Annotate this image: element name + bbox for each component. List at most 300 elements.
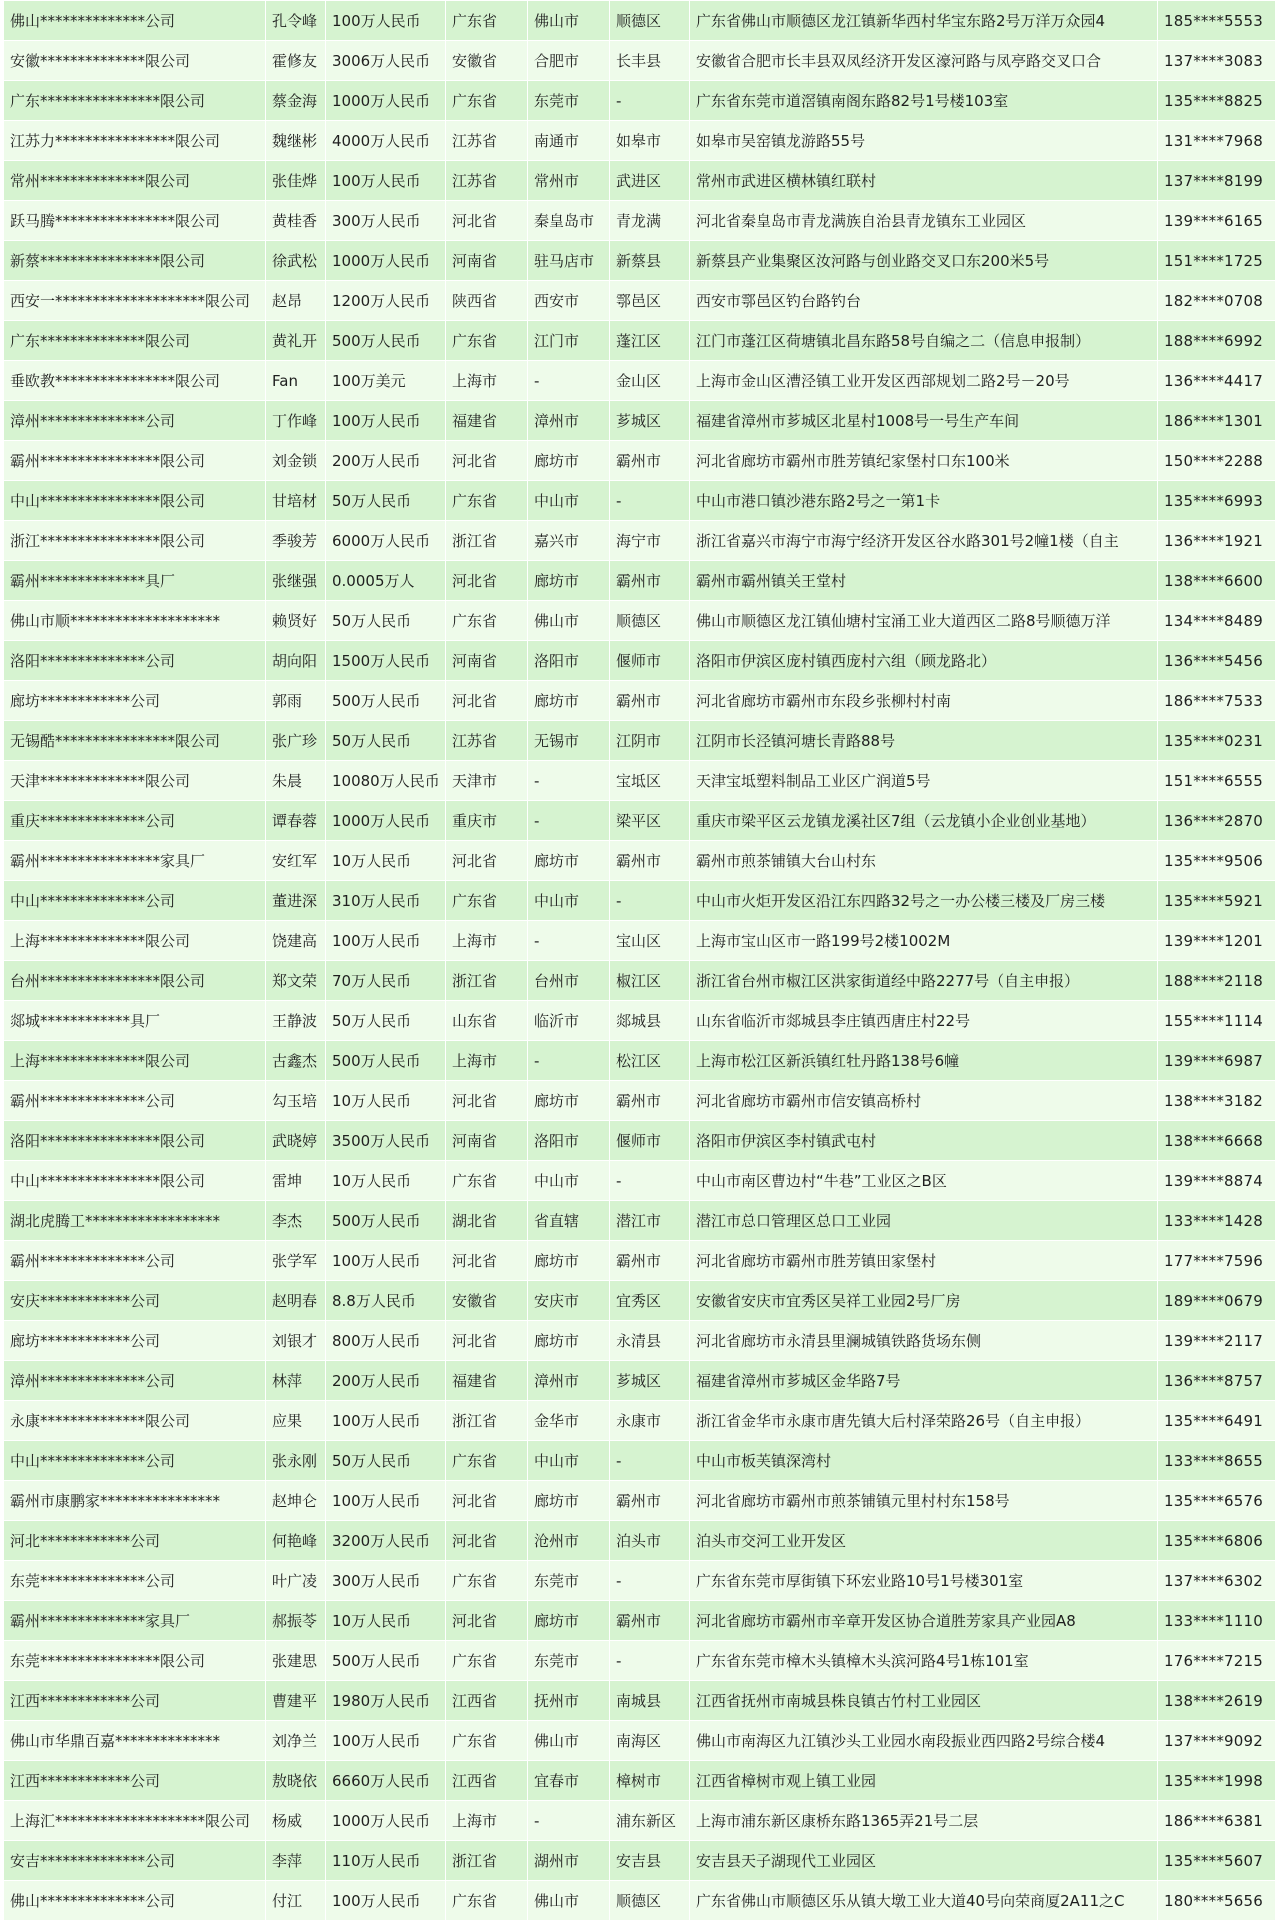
city-cell: 佛山市 — [528, 1881, 610, 1921]
district-cell: 永康市 — [610, 1401, 690, 1441]
capital-cell: 100万人民币 — [326, 1401, 446, 1441]
city-cell: - — [528, 1801, 610, 1841]
district-cell: 霸州市 — [610, 561, 690, 601]
table-row — [4, 681, 1276, 721]
table-row — [4, 1321, 1276, 1361]
legal-person-cell: 武晓婷 — [266, 1121, 326, 1161]
company-cell: 佛山市华鼎百嘉************** — [4, 1721, 266, 1761]
province-cell: 浙江省 — [446, 521, 528, 561]
company-cell: 佛山**************公司 — [4, 1, 266, 41]
address-cell: 安吉县天子湖现代工业园区 — [690, 1841, 1158, 1881]
district-cell: 霸州市 — [610, 1481, 690, 1521]
province-cell: 广东省 — [446, 1881, 528, 1921]
capital-cell: 1980万人民币 — [326, 1681, 446, 1721]
table-row — [4, 1361, 1276, 1401]
district-cell: 松江区 — [610, 1041, 690, 1081]
province-cell: 河南省 — [446, 1121, 528, 1161]
capital-cell: 300万人民币 — [326, 201, 446, 241]
city-cell: 临沂市 — [528, 1001, 610, 1041]
province-cell: 江苏省 — [446, 161, 528, 201]
district-cell: 霸州市 — [610, 1081, 690, 1121]
capital-cell: 70万人民币 — [326, 961, 446, 1001]
capital-cell: 1000万人民币 — [326, 1801, 446, 1841]
city-cell: 抚州市 — [528, 1681, 610, 1721]
company-cell: 霸州****************家具厂 — [4, 841, 266, 881]
district-cell: 蓬江区 — [610, 321, 690, 361]
data-sheet — [3, 0, 1275, 1920]
company-cell: 江苏力****************限公司 — [4, 121, 266, 161]
table-row — [4, 401, 1276, 441]
capital-cell: 500万人民币 — [326, 321, 446, 361]
phone-cell: 135****5607 — [1158, 1841, 1276, 1881]
district-cell: 新蔡县 — [610, 241, 690, 281]
company-cell: 永康**************限公司 — [4, 1401, 266, 1441]
legal-person-cell: 林萍 — [266, 1361, 326, 1401]
district-cell: 泊头市 — [610, 1521, 690, 1561]
table-row — [4, 1401, 1276, 1441]
phone-cell: 133****8655 — [1158, 1441, 1276, 1481]
capital-cell: 500万人民币 — [326, 681, 446, 721]
city-cell: 驻马店市 — [528, 241, 610, 281]
company-cell: 江西************公司 — [4, 1761, 266, 1801]
capital-cell: 200万人民币 — [326, 441, 446, 481]
company-cell: 中山****************限公司 — [4, 481, 266, 521]
capital-cell: 100万人民币 — [326, 1881, 446, 1921]
province-cell: 广东省 — [446, 1, 528, 41]
address-cell: 河北省秦皇岛市青龙满族自治县青龙镇东工业园区 — [690, 201, 1158, 241]
capital-cell: 50万人民币 — [326, 601, 446, 641]
district-cell: 芗城区 — [610, 401, 690, 441]
legal-person-cell: 黄礼开 — [266, 321, 326, 361]
company-cell: 霸州**************公司 — [4, 1081, 266, 1121]
company-cell: 常州**************限公司 — [4, 161, 266, 201]
phone-cell: 139****2117 — [1158, 1321, 1276, 1361]
capital-cell: 100万人民币 — [326, 1241, 446, 1281]
province-cell: 福建省 — [446, 1361, 528, 1401]
legal-person-cell: 谭春蓉 — [266, 801, 326, 841]
city-cell: 中山市 — [528, 1441, 610, 1481]
table-row — [4, 721, 1276, 761]
city-cell: 无锡市 — [528, 721, 610, 761]
phone-cell: 136****1921 — [1158, 521, 1276, 561]
phone-cell: 135****6806 — [1158, 1521, 1276, 1561]
city-cell: - — [528, 361, 610, 401]
province-cell: 河北省 — [446, 1601, 528, 1641]
address-cell: 如皋市吴窑镇龙游路55号 — [690, 121, 1158, 161]
capital-cell: 100万美元 — [326, 361, 446, 401]
table-row — [4, 121, 1276, 161]
phone-cell: 136****8757 — [1158, 1361, 1276, 1401]
district-cell: 如皋市 — [610, 121, 690, 161]
capital-cell: 10万人民币 — [326, 1081, 446, 1121]
province-cell: 广东省 — [446, 1721, 528, 1761]
table-row — [4, 1, 1276, 41]
address-cell: 河北省廊坊市永清县里澜城镇铁路货场东侧 — [690, 1321, 1158, 1361]
capital-cell: 500万人民币 — [326, 1641, 446, 1681]
table-row — [4, 521, 1276, 561]
province-cell: 天津市 — [446, 761, 528, 801]
legal-person-cell: 赵昂 — [266, 281, 326, 321]
company-cell: 西安一********************限公司 — [4, 281, 266, 321]
company-cell: 廊坊************公司 — [4, 1321, 266, 1361]
company-cell: 东莞**************公司 — [4, 1561, 266, 1601]
table-row — [4, 1481, 1276, 1521]
city-cell: 嘉兴市 — [528, 521, 610, 561]
table-row — [4, 1601, 1276, 1641]
city-cell: 合肥市 — [528, 41, 610, 81]
phone-cell: 138****6668 — [1158, 1121, 1276, 1161]
address-cell: 浙江省金华市永康市唐先镇大后村泽荣路26号（自主申报） — [690, 1401, 1158, 1441]
district-cell: 青龙满 — [610, 201, 690, 241]
district-cell: 南城县 — [610, 1681, 690, 1721]
table-row — [4, 1281, 1276, 1321]
address-cell: 河北省廊坊市霸州市煎茶铺镇元里村村东158号 — [690, 1481, 1158, 1521]
phone-cell: 135****6993 — [1158, 481, 1276, 521]
city-cell: 台州市 — [528, 961, 610, 1001]
city-cell: 沧州市 — [528, 1521, 610, 1561]
district-cell: 宝山区 — [610, 921, 690, 961]
table-row — [4, 161, 1276, 201]
province-cell: 上海市 — [446, 921, 528, 961]
phone-cell: 137****6302 — [1158, 1561, 1276, 1601]
address-cell: 洛阳市伊滨区李村镇武屯村 — [690, 1121, 1158, 1161]
legal-person-cell: 徐武松 — [266, 241, 326, 281]
phone-cell: 155****1114 — [1158, 1001, 1276, 1041]
capital-cell: 8.8万人民币 — [326, 1281, 446, 1321]
district-cell: 顺德区 — [610, 601, 690, 641]
address-cell: 新蔡县产业集聚区汝河路与创业路交叉口东200米5号 — [690, 241, 1158, 281]
address-cell: 河北省廊坊市霸州市信安镇高桥村 — [690, 1081, 1158, 1121]
legal-person-cell: 刘净兰 — [266, 1721, 326, 1761]
address-cell: 河北省廊坊市霸州市胜芳镇田家堡村 — [690, 1241, 1158, 1281]
company-cell: 新蔡****************限公司 — [4, 241, 266, 281]
table-row — [4, 1121, 1276, 1161]
city-cell: 宜春市 — [528, 1761, 610, 1801]
province-cell: 江西省 — [446, 1681, 528, 1721]
table-row — [4, 1521, 1276, 1561]
legal-person-cell: 郑文荣 — [266, 961, 326, 1001]
company-cell: 天津**************限公司 — [4, 761, 266, 801]
legal-person-cell: 甘培材 — [266, 481, 326, 521]
phone-cell: 150****2288 — [1158, 441, 1276, 481]
city-cell: 廊坊市 — [528, 1601, 610, 1641]
address-cell: 江西省抚州市南城县株良镇古竹村工业园区 — [690, 1681, 1158, 1721]
address-cell: 中山市港口镇沙港东路2号之一第1卡 — [690, 481, 1158, 521]
district-cell: - — [610, 481, 690, 521]
province-cell: 广东省 — [446, 881, 528, 921]
district-cell: 南海区 — [610, 1721, 690, 1761]
capital-cell: 310万人民币 — [326, 881, 446, 921]
table-row — [4, 41, 1276, 81]
district-cell: 武进区 — [610, 161, 690, 201]
table-row — [4, 841, 1276, 881]
city-cell: 南通市 — [528, 121, 610, 161]
table-row — [4, 321, 1276, 361]
table-row — [4, 201, 1276, 241]
address-cell: 洛阳市伊滨区庞村镇西庞村六组（顾龙路北） — [690, 641, 1158, 681]
capital-cell: 50万人民币 — [326, 1001, 446, 1041]
company-cell: 霸州****************限公司 — [4, 441, 266, 481]
legal-person-cell: 刘银才 — [266, 1321, 326, 1361]
table-row — [4, 1761, 1276, 1801]
city-cell: 中山市 — [528, 481, 610, 521]
province-cell: 浙江省 — [446, 961, 528, 1001]
city-cell: 廊坊市 — [528, 841, 610, 881]
company-cell: 江西************公司 — [4, 1681, 266, 1721]
legal-person-cell: 董进深 — [266, 881, 326, 921]
district-cell: 霸州市 — [610, 841, 690, 881]
legal-person-cell: 郝振苓 — [266, 1601, 326, 1641]
table-row — [4, 1241, 1276, 1281]
phone-cell: 135****9506 — [1158, 841, 1276, 881]
capital-cell: 3006万人民币 — [326, 41, 446, 81]
district-cell: 霸州市 — [610, 1241, 690, 1281]
table-row — [4, 1881, 1276, 1921]
province-cell: 广东省 — [446, 1161, 528, 1201]
table-row — [4, 1841, 1276, 1881]
capital-cell: 10万人民币 — [326, 1601, 446, 1641]
table-row — [4, 1081, 1276, 1121]
province-cell: 广东省 — [446, 481, 528, 521]
legal-person-cell: 张继强 — [266, 561, 326, 601]
address-cell: 霸州市煎茶铺镇大台山村东 — [690, 841, 1158, 881]
address-cell: 霸州市霸州镇关王堂村 — [690, 561, 1158, 601]
address-cell: 佛山市南海区九江镇沙头工业园水南段振业西四路2号综合楼4 — [690, 1721, 1158, 1761]
district-cell: 樟树市 — [610, 1761, 690, 1801]
legal-person-cell: 赵坤仑 — [266, 1481, 326, 1521]
capital-cell: 500万人民币 — [326, 1041, 446, 1081]
city-cell: 廊坊市 — [528, 1321, 610, 1361]
city-cell: 东莞市 — [528, 81, 610, 121]
address-cell: 上海市金山区漕泾镇工业开发区西部规划二路2号－20号 — [690, 361, 1158, 401]
province-cell: 浙江省 — [446, 1401, 528, 1441]
capital-cell: 6660万人民币 — [326, 1761, 446, 1801]
city-cell: 廊坊市 — [528, 561, 610, 601]
company-cell: 上海汇********************限公司 — [4, 1801, 266, 1841]
city-cell: - — [528, 761, 610, 801]
company-cell: 漳州**************公司 — [4, 1361, 266, 1401]
phone-cell: 133****1428 — [1158, 1201, 1276, 1241]
phone-cell: 136****5456 — [1158, 641, 1276, 681]
city-cell: 西安市 — [528, 281, 610, 321]
capital-cell: 100万人民币 — [326, 1721, 446, 1761]
company-cell: 中山**************公司 — [4, 881, 266, 921]
capital-cell: 6000万人民币 — [326, 521, 446, 561]
phone-cell: 138****6600 — [1158, 561, 1276, 601]
capital-cell: 100万人民币 — [326, 161, 446, 201]
address-cell: 常州市武进区横林镇红联村 — [690, 161, 1158, 201]
province-cell: 河北省 — [446, 1481, 528, 1521]
address-cell: 河北省廊坊市霸州市辛章开发区协合道胜芳家具产业园A8 — [690, 1601, 1158, 1641]
address-cell: 江门市蓬江区荷塘镇北昌东路58号自编之二（信息申报制） — [690, 321, 1158, 361]
district-cell: 宝坻区 — [610, 761, 690, 801]
legal-person-cell: 何艳峰 — [266, 1521, 326, 1561]
capital-cell: 1500万人民币 — [326, 641, 446, 681]
address-cell: 江西省樟树市观上镇工业园 — [690, 1761, 1158, 1801]
city-cell: 常州市 — [528, 161, 610, 201]
phone-cell: 180****5656 — [1158, 1881, 1276, 1921]
city-cell: - — [528, 921, 610, 961]
company-cell: 台州****************限公司 — [4, 961, 266, 1001]
district-cell: - — [610, 1641, 690, 1681]
address-cell: 泊头市交河工业开发区 — [690, 1521, 1158, 1561]
company-cell: 郯城************具厂 — [4, 1001, 266, 1041]
company-cell: 佛山**************公司 — [4, 1881, 266, 1921]
city-cell: 廊坊市 — [528, 1241, 610, 1281]
address-cell: 中山市火炬开发区沿江东四路32号之一办公楼三楼及厂房三楼 — [690, 881, 1158, 921]
company-cell: 浙江****************限公司 — [4, 521, 266, 561]
legal-person-cell: 王静波 — [266, 1001, 326, 1041]
capital-cell: 1200万人民币 — [326, 281, 446, 321]
capital-cell: 500万人民币 — [326, 1201, 446, 1241]
district-cell: 江阴市 — [610, 721, 690, 761]
district-cell: 霸州市 — [610, 681, 690, 721]
province-cell: 山东省 — [446, 1001, 528, 1041]
address-cell: 浙江省台州市椒江区洪家街道经中路2277号（自主申报） — [690, 961, 1158, 1001]
legal-person-cell: 张佳烨 — [266, 161, 326, 201]
phone-cell: 137****3083 — [1158, 41, 1276, 81]
legal-person-cell: 赖贤好 — [266, 601, 326, 641]
city-cell: 佛山市 — [528, 601, 610, 641]
district-cell: - — [610, 1161, 690, 1201]
province-cell: 河北省 — [446, 1241, 528, 1281]
table-row — [4, 1441, 1276, 1481]
legal-person-cell: 雷坤 — [266, 1161, 326, 1201]
company-cell: 跃马腾****************限公司 — [4, 201, 266, 241]
capital-cell: 100万人民币 — [326, 1, 446, 41]
phone-cell: 177****7596 — [1158, 1241, 1276, 1281]
phone-cell: 135****1998 — [1158, 1761, 1276, 1801]
legal-person-cell: 季骏芳 — [266, 521, 326, 561]
province-cell: 江西省 — [446, 1761, 528, 1801]
district-cell: 顺德区 — [610, 1881, 690, 1921]
district-cell: 郯城县 — [610, 1001, 690, 1041]
company-cell: 中山**************公司 — [4, 1441, 266, 1481]
address-cell: 广东省佛山市顺德区乐从镇大墩工业大道40号向荣商厦2A11之C — [690, 1881, 1158, 1921]
city-cell: 东莞市 — [528, 1561, 610, 1601]
company-cell: 霸州市康鹏家**************** — [4, 1481, 266, 1521]
city-cell: 秦皇岛市 — [528, 201, 610, 241]
city-cell: 佛山市 — [528, 1, 610, 41]
legal-person-cell: 赵明春 — [266, 1281, 326, 1321]
legal-person-cell: 丁作峰 — [266, 401, 326, 441]
city-cell: 洛阳市 — [528, 641, 610, 681]
table-row — [4, 1561, 1276, 1601]
city-cell: 安庆市 — [528, 1281, 610, 1321]
district-cell: - — [610, 881, 690, 921]
company-cell: 霸州**************具厂 — [4, 561, 266, 601]
address-cell: 中山市南区曹边村“牛巷”工业区之B区 — [690, 1161, 1158, 1201]
province-cell: 河北省 — [446, 1321, 528, 1361]
company-table — [3, 0, 1276, 1921]
province-cell: 河南省 — [446, 641, 528, 681]
phone-cell: 176****7215 — [1158, 1641, 1276, 1681]
legal-person-cell: 孔令峰 — [266, 1, 326, 41]
province-cell: 上海市 — [446, 361, 528, 401]
province-cell: 广东省 — [446, 81, 528, 121]
company-cell: 广东****************限公司 — [4, 81, 266, 121]
district-cell: 芗城区 — [610, 1361, 690, 1401]
province-cell: 福建省 — [446, 401, 528, 441]
company-cell: 上海**************限公司 — [4, 921, 266, 961]
address-cell: 浙江省嘉兴市海宁市海宁经济开发区谷水路301号2幢1楼（自主 — [690, 521, 1158, 561]
table-row — [4, 761, 1276, 801]
city-cell: 漳州市 — [528, 1361, 610, 1401]
address-cell: 广东省东莞市道滘镇南阁东路82号1号楼103室 — [690, 81, 1158, 121]
table-row — [4, 561, 1276, 601]
phone-cell: 186****1301 — [1158, 401, 1276, 441]
capital-cell: 4000万人民币 — [326, 121, 446, 161]
province-cell: 江苏省 — [446, 721, 528, 761]
table-row — [4, 1681, 1276, 1721]
address-cell: 福建省漳州市芗城区北星村1008号一号生产车间 — [690, 401, 1158, 441]
phone-cell: 136****4417 — [1158, 361, 1276, 401]
province-cell: 广东省 — [446, 1561, 528, 1601]
capital-cell: 3200万人民币 — [326, 1521, 446, 1561]
table-row — [4, 1721, 1276, 1761]
capital-cell: 200万人民币 — [326, 1361, 446, 1401]
company-cell: 中山****************限公司 — [4, 1161, 266, 1201]
address-cell: 佛山市顺德区龙江镇仙塘村宝涌工业大道西区二路8号顺德万洋 — [690, 601, 1158, 641]
phone-cell: 138****2619 — [1158, 1681, 1276, 1721]
address-cell: 上海市浦东新区康桥东路1365弄21号二层 — [690, 1801, 1158, 1841]
city-cell: 洛阳市 — [528, 1121, 610, 1161]
address-cell: 河北省廊坊市霸州市东段乡张柳村村南 — [690, 681, 1158, 721]
province-cell: 河南省 — [446, 241, 528, 281]
province-cell: 浙江省 — [446, 1841, 528, 1881]
province-cell: 重庆市 — [446, 801, 528, 841]
phone-cell: 139****6165 — [1158, 201, 1276, 241]
legal-person-cell: 胡向阳 — [266, 641, 326, 681]
phone-cell: 186****7533 — [1158, 681, 1276, 721]
capital-cell: 10万人民币 — [326, 841, 446, 881]
address-cell: 山东省临沂市郯城县李庄镇西唐庄村22号 — [690, 1001, 1158, 1041]
city-cell: - — [528, 1041, 610, 1081]
table-row — [4, 281, 1276, 321]
phone-cell: 186****6381 — [1158, 1801, 1276, 1841]
phone-cell: 139****8874 — [1158, 1161, 1276, 1201]
province-cell: 河北省 — [446, 561, 528, 601]
city-cell: 中山市 — [528, 881, 610, 921]
city-cell: 东莞市 — [528, 1641, 610, 1681]
capital-cell: 100万人民币 — [326, 1481, 446, 1521]
address-cell: 中山市板芙镇深湾村 — [690, 1441, 1158, 1481]
district-cell: 顺德区 — [610, 1, 690, 41]
phone-cell: 139****6987 — [1158, 1041, 1276, 1081]
province-cell: 河北省 — [446, 681, 528, 721]
phone-cell: 188****2118 — [1158, 961, 1276, 1001]
legal-person-cell: 黄桂香 — [266, 201, 326, 241]
phone-cell: 135****6491 — [1158, 1401, 1276, 1441]
address-cell: 河北省廊坊市霸州市胜芳镇纪家堡村口东100米 — [690, 441, 1158, 481]
province-cell: 江苏省 — [446, 121, 528, 161]
table-row — [4, 881, 1276, 921]
capital-cell: 50万人民币 — [326, 481, 446, 521]
capital-cell: 0.0005万人 — [326, 561, 446, 601]
capital-cell: 1000万人民币 — [326, 81, 446, 121]
province-cell: 广东省 — [446, 321, 528, 361]
district-cell: 鄠邑区 — [610, 281, 690, 321]
address-cell: 广东省东莞市樟木头镇樟木头滨河路4号1栋101室 — [690, 1641, 1158, 1681]
address-cell: 广东省东莞市厚街镇下环宏业路10号1号楼301室 — [690, 1561, 1158, 1601]
company-cell: 东莞****************限公司 — [4, 1641, 266, 1681]
phone-cell: 136****2870 — [1158, 801, 1276, 841]
province-cell: 河北省 — [446, 441, 528, 481]
address-cell: 广东省佛山市顺德区龙江镇新华西村华宝东路2号万洋万众园4 — [690, 1, 1158, 41]
capital-cell: 100万人民币 — [326, 921, 446, 961]
city-cell: 佛山市 — [528, 1721, 610, 1761]
company-cell: 廊坊************公司 — [4, 681, 266, 721]
